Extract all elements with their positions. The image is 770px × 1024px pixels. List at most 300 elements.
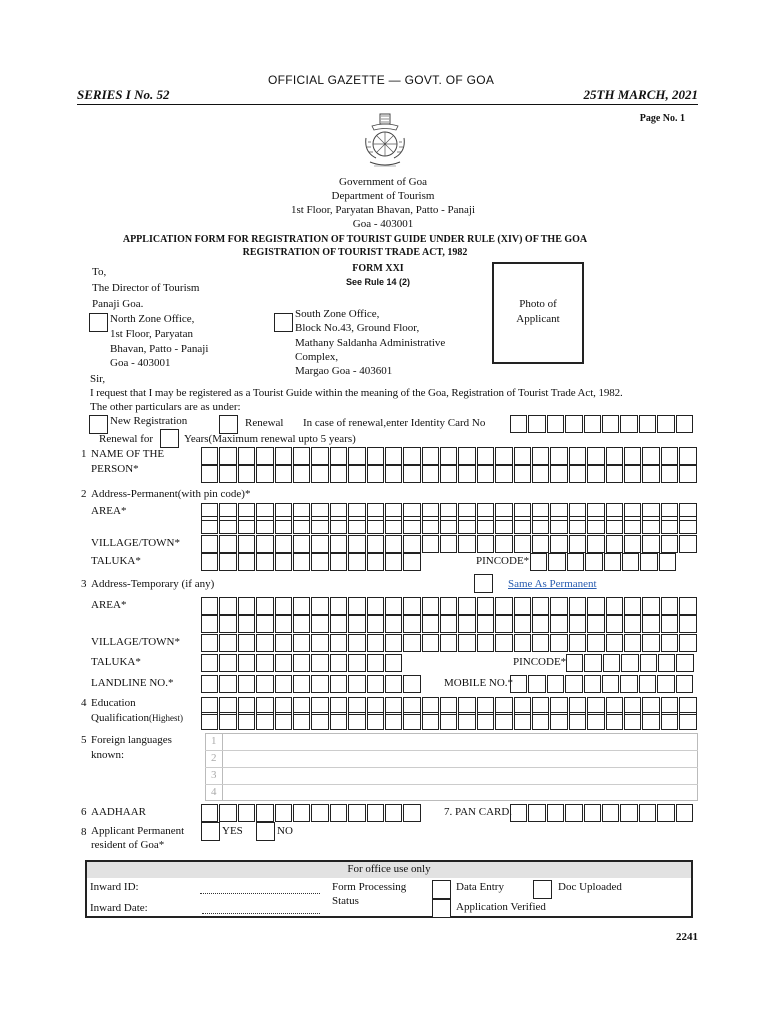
char-box[interactable] bbox=[256, 535, 273, 553]
perm-pincode-input[interactable] bbox=[530, 553, 677, 571]
char-box[interactable] bbox=[330, 634, 347, 652]
char-box[interactable] bbox=[658, 654, 675, 672]
char-box[interactable] bbox=[679, 465, 696, 483]
char-box[interactable] bbox=[330, 465, 347, 483]
char-box[interactable] bbox=[311, 615, 328, 633]
char-box[interactable] bbox=[403, 516, 420, 534]
char-box[interactable] bbox=[495, 634, 512, 652]
char-box[interactable] bbox=[642, 597, 659, 615]
char-box[interactable] bbox=[514, 465, 531, 483]
char-box[interactable] bbox=[532, 634, 549, 652]
char-box[interactable] bbox=[311, 447, 328, 465]
char-box[interactable] bbox=[585, 553, 602, 571]
char-box[interactable] bbox=[275, 804, 292, 822]
char-box[interactable] bbox=[495, 516, 512, 534]
char-box[interactable] bbox=[565, 804, 582, 822]
char-box[interactable] bbox=[477, 447, 494, 465]
char-box[interactable] bbox=[385, 465, 402, 483]
char-box[interactable] bbox=[201, 553, 218, 571]
char-box[interactable] bbox=[403, 615, 420, 633]
char-box[interactable] bbox=[657, 415, 674, 433]
char-box[interactable] bbox=[293, 553, 310, 571]
char-box[interactable] bbox=[403, 597, 420, 615]
char-box[interactable] bbox=[219, 675, 236, 693]
char-box[interactable] bbox=[514, 535, 531, 553]
char-box[interactable] bbox=[219, 465, 236, 483]
char-box[interactable] bbox=[532, 597, 549, 615]
char-box[interactable] bbox=[458, 615, 475, 633]
char-box[interactable] bbox=[642, 634, 659, 652]
char-box[interactable] bbox=[624, 465, 641, 483]
char-box[interactable] bbox=[440, 597, 457, 615]
char-box[interactable] bbox=[219, 654, 236, 672]
char-box[interactable] bbox=[679, 712, 696, 730]
char-box[interactable] bbox=[330, 447, 347, 465]
char-box[interactable] bbox=[256, 675, 273, 693]
char-box[interactable] bbox=[201, 615, 218, 633]
char-box[interactable] bbox=[495, 615, 512, 633]
char-box[interactable] bbox=[385, 675, 402, 693]
char-box[interactable] bbox=[547, 415, 564, 433]
char-box[interactable] bbox=[440, 465, 457, 483]
char-box[interactable] bbox=[639, 415, 656, 433]
char-box[interactable] bbox=[293, 516, 310, 534]
char-box[interactable] bbox=[311, 597, 328, 615]
char-box[interactable] bbox=[403, 535, 420, 553]
char-box[interactable] bbox=[293, 675, 310, 693]
char-box[interactable] bbox=[201, 447, 218, 465]
char-box[interactable] bbox=[661, 516, 678, 534]
char-box[interactable] bbox=[584, 804, 601, 822]
char-box[interactable] bbox=[679, 634, 696, 652]
char-box[interactable] bbox=[238, 553, 255, 571]
char-box[interactable] bbox=[458, 447, 475, 465]
char-box[interactable] bbox=[311, 634, 328, 652]
char-box[interactable] bbox=[510, 415, 527, 433]
char-box[interactable] bbox=[510, 804, 527, 822]
char-box[interactable] bbox=[602, 804, 619, 822]
char-box[interactable] bbox=[201, 535, 218, 553]
char-box[interactable] bbox=[514, 615, 531, 633]
char-box[interactable] bbox=[676, 415, 693, 433]
char-box[interactable] bbox=[238, 675, 255, 693]
char-box[interactable] bbox=[201, 804, 218, 822]
inward-date-field[interactable] bbox=[202, 913, 320, 914]
name-input-row-2[interactable] bbox=[201, 465, 698, 483]
char-box[interactable] bbox=[238, 634, 255, 652]
char-box[interactable] bbox=[620, 415, 637, 433]
char-box[interactable] bbox=[367, 516, 384, 534]
char-box[interactable] bbox=[532, 465, 549, 483]
char-box[interactable] bbox=[367, 712, 384, 730]
char-box[interactable] bbox=[219, 804, 236, 822]
char-box[interactable] bbox=[385, 804, 402, 822]
char-box[interactable] bbox=[422, 634, 439, 652]
char-box[interactable] bbox=[606, 516, 623, 534]
char-box[interactable] bbox=[587, 634, 604, 652]
char-box[interactable] bbox=[532, 712, 549, 730]
char-box[interactable] bbox=[514, 712, 531, 730]
char-box[interactable] bbox=[514, 447, 531, 465]
char-box[interactable] bbox=[348, 516, 365, 534]
char-box[interactable] bbox=[348, 553, 365, 571]
char-box[interactable] bbox=[367, 675, 384, 693]
char-box[interactable] bbox=[624, 634, 641, 652]
char-box[interactable] bbox=[458, 535, 475, 553]
char-box[interactable] bbox=[201, 634, 218, 652]
char-box[interactable] bbox=[603, 654, 620, 672]
char-box[interactable] bbox=[201, 465, 218, 483]
char-box[interactable] bbox=[219, 516, 236, 534]
char-box[interactable] bbox=[458, 597, 475, 615]
char-box[interactable] bbox=[440, 516, 457, 534]
char-box[interactable] bbox=[256, 465, 273, 483]
char-box[interactable] bbox=[238, 597, 255, 615]
char-box[interactable] bbox=[587, 447, 604, 465]
char-box[interactable] bbox=[440, 615, 457, 633]
char-box[interactable] bbox=[622, 553, 639, 571]
char-box[interactable] bbox=[550, 615, 567, 633]
char-box[interactable] bbox=[661, 634, 678, 652]
temp-area-input-row-2[interactable] bbox=[201, 615, 698, 633]
char-box[interactable] bbox=[642, 615, 659, 633]
pan-input[interactable] bbox=[510, 804, 694, 822]
char-box[interactable] bbox=[550, 447, 567, 465]
char-box[interactable] bbox=[256, 553, 273, 571]
char-box[interactable] bbox=[587, 535, 604, 553]
char-box[interactable] bbox=[385, 597, 402, 615]
char-box[interactable] bbox=[348, 597, 365, 615]
char-box[interactable] bbox=[275, 465, 292, 483]
char-box[interactable] bbox=[569, 465, 586, 483]
char-box[interactable] bbox=[550, 712, 567, 730]
char-box[interactable] bbox=[256, 615, 273, 633]
char-box[interactable] bbox=[256, 712, 273, 730]
char-box[interactable] bbox=[587, 465, 604, 483]
char-box[interactable] bbox=[569, 634, 586, 652]
char-box[interactable] bbox=[477, 516, 494, 534]
char-box[interactable] bbox=[530, 553, 547, 571]
aadhaar-input[interactable] bbox=[201, 804, 422, 822]
char-box[interactable] bbox=[620, 804, 637, 822]
char-box[interactable] bbox=[311, 675, 328, 693]
char-box[interactable] bbox=[606, 597, 623, 615]
char-box[interactable] bbox=[403, 634, 420, 652]
char-box[interactable] bbox=[550, 535, 567, 553]
landline-input[interactable] bbox=[201, 675, 422, 693]
char-box[interactable] bbox=[367, 465, 384, 483]
identity-card-input[interactable] bbox=[510, 415, 694, 433]
char-box[interactable] bbox=[219, 712, 236, 730]
char-box[interactable] bbox=[642, 535, 659, 553]
char-box[interactable] bbox=[348, 804, 365, 822]
char-box[interactable] bbox=[385, 447, 402, 465]
char-box[interactable] bbox=[567, 553, 584, 571]
char-box[interactable] bbox=[514, 634, 531, 652]
char-box[interactable] bbox=[550, 465, 567, 483]
char-box[interactable] bbox=[528, 415, 545, 433]
char-box[interactable] bbox=[679, 535, 696, 553]
char-box[interactable] bbox=[256, 804, 273, 822]
char-box[interactable] bbox=[275, 615, 292, 633]
same-as-permanent-link[interactable]: Same As Permanent bbox=[508, 578, 597, 590]
char-box[interactable] bbox=[477, 535, 494, 553]
mobile-input[interactable] bbox=[510, 675, 694, 693]
char-box[interactable] bbox=[495, 597, 512, 615]
char-box[interactable] bbox=[275, 712, 292, 730]
north-zone-checkbox[interactable] bbox=[89, 313, 108, 332]
char-box[interactable] bbox=[565, 675, 582, 693]
char-box[interactable] bbox=[528, 804, 545, 822]
char-box[interactable] bbox=[367, 615, 384, 633]
char-box[interactable] bbox=[584, 415, 601, 433]
char-box[interactable] bbox=[422, 615, 439, 633]
char-box[interactable] bbox=[275, 516, 292, 534]
char-box[interactable] bbox=[348, 712, 365, 730]
inward-id-field[interactable] bbox=[200, 893, 320, 894]
char-box[interactable] bbox=[642, 465, 659, 483]
char-box[interactable] bbox=[566, 654, 583, 672]
char-box[interactable] bbox=[602, 415, 619, 433]
char-box[interactable] bbox=[547, 675, 564, 693]
char-box[interactable] bbox=[422, 465, 439, 483]
char-box[interactable] bbox=[275, 447, 292, 465]
char-box[interactable] bbox=[330, 712, 347, 730]
char-box[interactable] bbox=[659, 553, 676, 571]
char-box[interactable] bbox=[624, 615, 641, 633]
renewal-years-input[interactable] bbox=[160, 429, 179, 448]
char-box[interactable] bbox=[293, 804, 310, 822]
char-box[interactable] bbox=[440, 634, 457, 652]
char-box[interactable] bbox=[311, 516, 328, 534]
char-box[interactable] bbox=[495, 447, 512, 465]
new-registration-checkbox[interactable] bbox=[89, 415, 108, 434]
char-box[interactable] bbox=[201, 597, 218, 615]
doc-uploaded-checkbox[interactable] bbox=[533, 880, 552, 899]
char-box[interactable] bbox=[348, 465, 365, 483]
char-box[interactable] bbox=[640, 654, 657, 672]
char-box[interactable] bbox=[661, 535, 678, 553]
char-box[interactable] bbox=[569, 447, 586, 465]
char-box[interactable] bbox=[624, 447, 641, 465]
char-box[interactable] bbox=[477, 615, 494, 633]
education-input-row-2[interactable] bbox=[201, 712, 698, 730]
char-box[interactable] bbox=[661, 597, 678, 615]
char-box[interactable] bbox=[569, 597, 586, 615]
char-box[interactable] bbox=[219, 615, 236, 633]
char-box[interactable] bbox=[676, 675, 693, 693]
char-box[interactable] bbox=[510, 675, 527, 693]
char-box[interactable] bbox=[587, 615, 604, 633]
char-box[interactable] bbox=[330, 675, 347, 693]
char-box[interactable] bbox=[606, 634, 623, 652]
char-box[interactable] bbox=[532, 516, 549, 534]
char-box[interactable] bbox=[440, 447, 457, 465]
char-box[interactable] bbox=[348, 535, 365, 553]
char-box[interactable] bbox=[440, 535, 457, 553]
char-box[interactable] bbox=[238, 615, 255, 633]
char-box[interactable] bbox=[587, 516, 604, 534]
char-box[interactable] bbox=[311, 465, 328, 483]
char-box[interactable] bbox=[495, 535, 512, 553]
char-box[interactable] bbox=[624, 535, 641, 553]
char-box[interactable] bbox=[385, 553, 402, 571]
char-box[interactable] bbox=[275, 535, 292, 553]
char-box[interactable] bbox=[602, 675, 619, 693]
char-box[interactable] bbox=[330, 654, 347, 672]
char-box[interactable] bbox=[532, 615, 549, 633]
char-box[interactable] bbox=[640, 553, 657, 571]
char-box[interactable] bbox=[657, 804, 674, 822]
char-box[interactable] bbox=[495, 712, 512, 730]
char-box[interactable] bbox=[238, 804, 255, 822]
temp-pincode-input[interactable] bbox=[566, 654, 695, 672]
char-box[interactable] bbox=[624, 597, 641, 615]
char-box[interactable] bbox=[275, 634, 292, 652]
char-box[interactable] bbox=[606, 535, 623, 553]
char-box[interactable] bbox=[403, 553, 420, 571]
char-box[interactable] bbox=[584, 654, 601, 672]
char-box[interactable] bbox=[367, 553, 384, 571]
char-box[interactable] bbox=[330, 804, 347, 822]
char-box[interactable] bbox=[565, 415, 582, 433]
char-box[interactable] bbox=[621, 654, 638, 672]
char-box[interactable] bbox=[477, 597, 494, 615]
char-box[interactable] bbox=[661, 465, 678, 483]
char-box[interactable] bbox=[201, 516, 218, 534]
char-box[interactable] bbox=[458, 712, 475, 730]
char-box[interactable] bbox=[569, 535, 586, 553]
char-box[interactable] bbox=[606, 712, 623, 730]
char-box[interactable] bbox=[550, 516, 567, 534]
application-verified-checkbox[interactable] bbox=[432, 899, 451, 918]
char-box[interactable] bbox=[256, 597, 273, 615]
char-box[interactable] bbox=[311, 804, 328, 822]
char-box[interactable] bbox=[422, 535, 439, 553]
temp-area-input-row-1[interactable] bbox=[201, 597, 698, 615]
char-box[interactable] bbox=[642, 516, 659, 534]
char-box[interactable] bbox=[624, 712, 641, 730]
renewal-checkbox[interactable] bbox=[219, 415, 238, 434]
char-box[interactable] bbox=[477, 634, 494, 652]
char-box[interactable] bbox=[587, 712, 604, 730]
char-box[interactable] bbox=[367, 654, 384, 672]
same-as-permanent-checkbox[interactable] bbox=[474, 574, 493, 593]
char-box[interactable] bbox=[348, 675, 365, 693]
char-box[interactable] bbox=[330, 516, 347, 534]
char-box[interactable] bbox=[219, 634, 236, 652]
char-box[interactable] bbox=[661, 712, 678, 730]
char-box[interactable] bbox=[256, 654, 273, 672]
temp-village-input[interactable] bbox=[201, 634, 698, 652]
char-box[interactable] bbox=[238, 465, 255, 483]
char-box[interactable] bbox=[385, 654, 402, 672]
char-box[interactable] bbox=[238, 712, 255, 730]
char-box[interactable] bbox=[201, 675, 218, 693]
char-box[interactable] bbox=[201, 654, 218, 672]
char-box[interactable] bbox=[569, 712, 586, 730]
resident-yes-checkbox[interactable] bbox=[201, 822, 220, 841]
char-box[interactable] bbox=[550, 634, 567, 652]
char-box[interactable] bbox=[403, 675, 420, 693]
char-box[interactable] bbox=[606, 465, 623, 483]
char-box[interactable] bbox=[311, 654, 328, 672]
char-box[interactable] bbox=[293, 597, 310, 615]
char-box[interactable] bbox=[330, 553, 347, 571]
char-box[interactable] bbox=[367, 535, 384, 553]
char-box[interactable] bbox=[514, 516, 531, 534]
temp-taluka-input[interactable] bbox=[201, 654, 403, 672]
char-box[interactable] bbox=[275, 597, 292, 615]
perm-taluka-input[interactable] bbox=[201, 553, 422, 571]
char-box[interactable] bbox=[256, 447, 273, 465]
char-box[interactable] bbox=[657, 675, 674, 693]
char-box[interactable] bbox=[639, 675, 656, 693]
char-box[interactable] bbox=[311, 535, 328, 553]
char-box[interactable] bbox=[403, 447, 420, 465]
char-box[interactable] bbox=[256, 634, 273, 652]
char-box[interactable] bbox=[275, 654, 292, 672]
char-box[interactable] bbox=[440, 712, 457, 730]
char-box[interactable] bbox=[385, 634, 402, 652]
char-box[interactable] bbox=[311, 553, 328, 571]
char-box[interactable] bbox=[547, 804, 564, 822]
char-box[interactable] bbox=[679, 516, 696, 534]
char-box[interactable] bbox=[642, 447, 659, 465]
char-box[interactable] bbox=[385, 535, 402, 553]
char-box[interactable] bbox=[676, 804, 693, 822]
char-box[interactable] bbox=[458, 516, 475, 534]
char-box[interactable] bbox=[642, 712, 659, 730]
char-box[interactable] bbox=[293, 654, 310, 672]
char-box[interactable] bbox=[661, 447, 678, 465]
char-box[interactable] bbox=[367, 597, 384, 615]
char-box[interactable] bbox=[219, 553, 236, 571]
data-entry-checkbox[interactable] bbox=[432, 880, 451, 899]
char-box[interactable] bbox=[569, 615, 586, 633]
char-box[interactable] bbox=[661, 615, 678, 633]
char-box[interactable] bbox=[256, 516, 273, 534]
char-box[interactable] bbox=[385, 615, 402, 633]
char-box[interactable] bbox=[679, 447, 696, 465]
char-box[interactable] bbox=[569, 516, 586, 534]
char-box[interactable] bbox=[422, 712, 439, 730]
char-box[interactable] bbox=[330, 535, 347, 553]
char-box[interactable] bbox=[219, 597, 236, 615]
char-box[interactable] bbox=[679, 615, 696, 633]
char-box[interactable] bbox=[477, 465, 494, 483]
char-box[interactable] bbox=[348, 654, 365, 672]
char-box[interactable] bbox=[293, 712, 310, 730]
char-box[interactable] bbox=[422, 597, 439, 615]
char-box[interactable] bbox=[403, 465, 420, 483]
char-box[interactable] bbox=[385, 712, 402, 730]
char-box[interactable] bbox=[458, 634, 475, 652]
char-box[interactable] bbox=[330, 615, 347, 633]
char-box[interactable] bbox=[238, 516, 255, 534]
char-box[interactable] bbox=[620, 675, 637, 693]
char-box[interactable] bbox=[348, 447, 365, 465]
char-box[interactable] bbox=[532, 535, 549, 553]
char-box[interactable] bbox=[550, 597, 567, 615]
char-box[interactable] bbox=[587, 597, 604, 615]
char-box[interactable] bbox=[348, 615, 365, 633]
char-box[interactable] bbox=[219, 535, 236, 553]
char-box[interactable] bbox=[367, 804, 384, 822]
char-box[interactable] bbox=[238, 654, 255, 672]
char-box[interactable] bbox=[311, 712, 328, 730]
perm-area-input-row-2[interactable] bbox=[201, 516, 698, 534]
